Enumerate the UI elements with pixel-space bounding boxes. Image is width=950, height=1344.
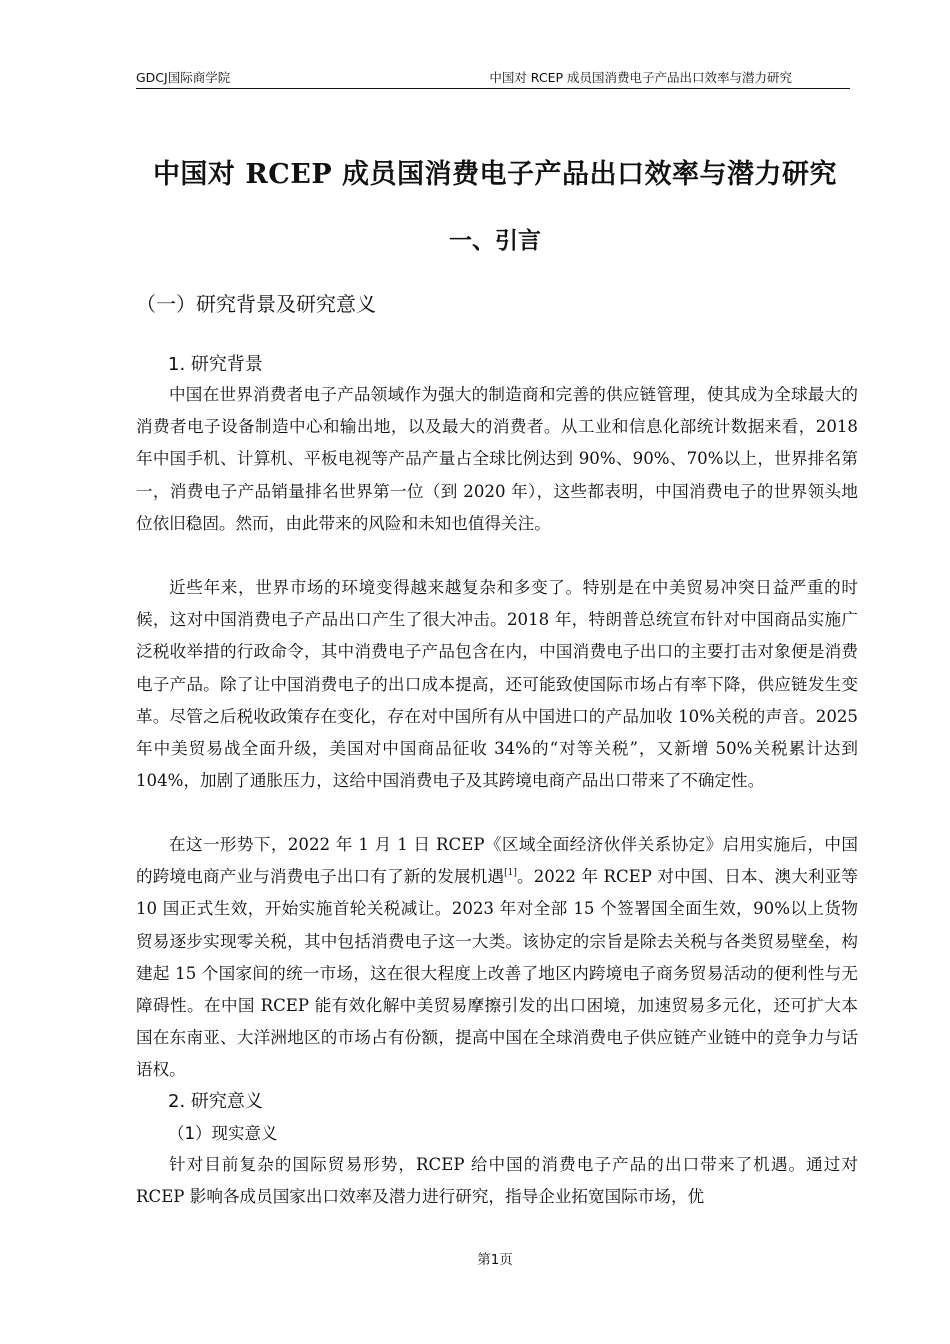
paragraph-background-1: 中国在世界消费者电子产品领域作为强大的制造商和完善的供应链管理，使其成为全球最大的消费者电子设备制造中心和输出地，以及最大的消费者。从工业和信息化部统计数据来看，2018 年中国手机、计算机、平板电视等产品产量占全球比例达到 90%、90%、70%以上，世界排名第一，消费电子产品销量排名世界第一位（到 2020 年），这些都表明，中国消费电子的世界领头地位依旧稳固。然而，由此带来的风险和未知也值得关注。 [136,385,858,533]
paragraph-background-3-part2: 。2022 年 RCEP 对中国、日本、澳大利亚等 10 国正式生效，开始实施首轮关税减让。2023 年对全部 15 个签署国全面生效，90%以上货物贸易逐步实现零关税，其中包括消费电子这一大类。该协定的宗旨是除去关税与各类贸易壁垒，构建起 15 个国家间的统一市场，这在很大程度上改善了地区内跨境电子商务贸易活动的便利性与无障碍性。在中国 RCEP 能有效化解中美贸易摩擦引发的出口困境，加速贸易多元化，还可扩大本国在东南亚、大洋洲地区的市场占有份额，提高中国在全球消费电子供应链产业链中的竞争力与话语权。 [136,867,858,1080]
citation-1: [1] [504,868,517,879]
header-running-title: 中国对 RCEP 成员国消费电子产品出口效率与潜力研究 [489,70,792,85]
paragraph-background-2: 近些年来，世界市场的环境变得越来越复杂和多变了。特别是在中美贸易冲突日益严重的时候，这对中国消费电子产品出口产生了很大冲击。2018 年，特朗普总统宣布针对中国商品实施广泛税收举措的行政命令，其中消费电子产品包含在内，中国消费电子出口的主要打击对象便是消费电子产品。除了让中国消费电子的出口成本提高，还可能致使国际市场占有率下降，供应链发生变革。尽管之后税收政策存在变化，存在对中国所有从中国进口的产品加收 10%关税的声音。2025 年中美贸易战全面升级，美国对中国商品征收 34%的“对等关税”，又新增 50%关税累计达到 104%，加剧了通胀压力，这给中国消费电子及其跨境电商产品出口带来了不确定性。 [136,578,858,791]
heading-research-significance: 2. 研究意义 [168,1091,263,1112]
header-institution: GDCJ国际商学院 [136,70,231,85]
paragraph-background-3 [136,829,858,1087]
page-header [136,66,850,89]
paper-title: 中国对 RCEP 成员国消费电子产品出口效率与潜力研究 [152,159,838,190]
paragraph-significance-1: 针对目前复杂的国际贸易形势，RCEP 给中国的消费电子产品的出口带来了机遇。通过对 RCEP 影响各成员国家出口效率及潜力进行研究，指导企业拓宽国际市场，优 [136,1155,858,1207]
section-heading-introduction: 一、引言 [449,228,541,254]
subsection-heading-background-significance: （一）研究背景及研究意义 [136,292,376,316]
heading-research-background: 1. 研究背景 [168,354,263,375]
heading-practical-significance: （1）现实意义 [168,1124,278,1143]
page-number: 第1页 [477,1252,513,1268]
paragraph-background-3-part1: 在这一形势下，2022 年 1 月 1 日 RCEP《区域全面经济伙伴关系协定》启用实施后，中国的跨境电商产业与消费电子出口有了新的发展机遇 [136,835,858,887]
